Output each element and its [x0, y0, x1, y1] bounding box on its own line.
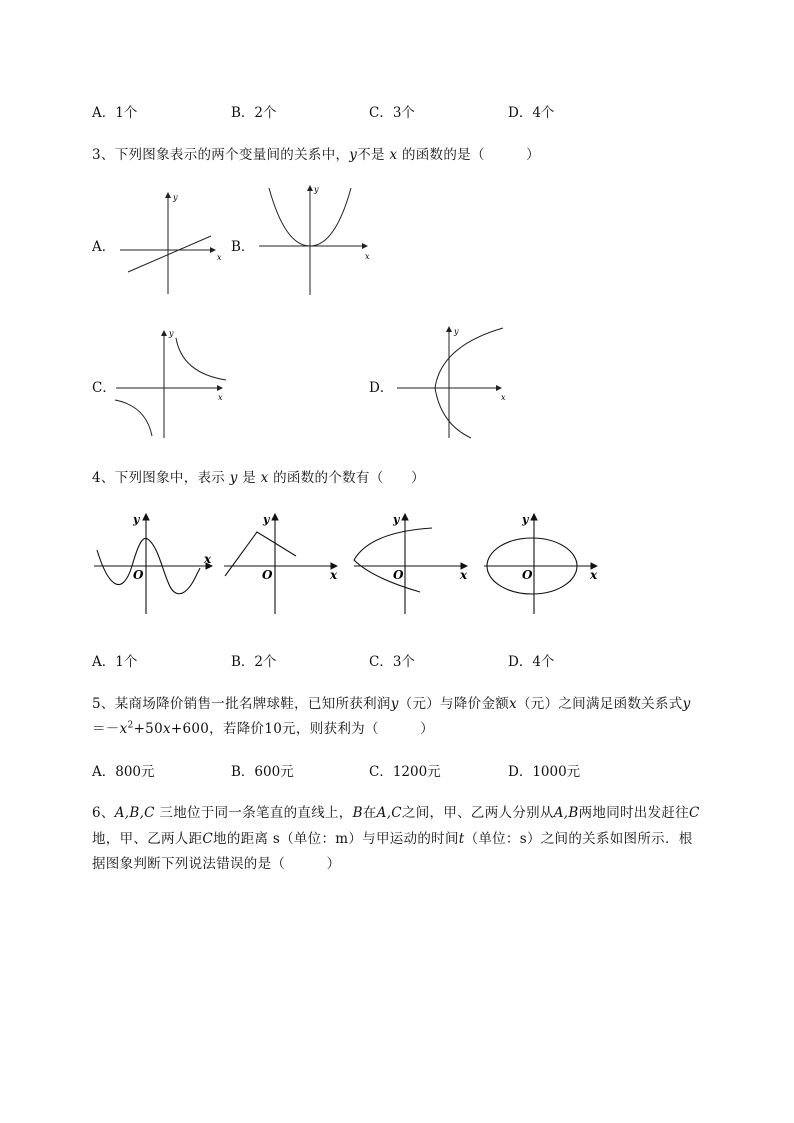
x-axis-label: x [330, 568, 338, 582]
q5-var-x: x [509, 696, 517, 712]
q4-graph-2 [222, 508, 347, 616]
q4-stem-mid: 是 [237, 470, 261, 486]
x-axis-label: x [217, 253, 222, 262]
origin-label: O [522, 568, 533, 582]
q4-option-b: B．2个 [231, 654, 277, 670]
q5-var-x2: x [119, 721, 128, 737]
q5-exponent: 2 [127, 720, 134, 731]
q4-graph-1 [92, 508, 217, 616]
q6-points-ac: A,C [376, 805, 402, 821]
q3-graph-c [112, 328, 232, 440]
q5-var-x3: x [162, 721, 171, 737]
q5-stem-line1 [92, 692, 691, 712]
q6-points-abc: A,B,C [114, 805, 155, 821]
q6-text-b: 三地位于同一条笔直的直线上， [154, 805, 353, 821]
x-axis-label: x [460, 568, 468, 582]
y-axis-label: y [314, 185, 319, 194]
q5-stem-line2 [92, 717, 434, 737]
q5-text-a: 5、某商场降价销售一批名牌球鞋，已知所获利润 [92, 696, 391, 712]
q6-stem-line1 [92, 801, 700, 821]
q3-stem [92, 143, 540, 163]
q3-graph-b [255, 182, 375, 300]
q4-option-c: C．3个 [369, 654, 415, 670]
straight-line-curve [128, 236, 211, 272]
origin-label: O [262, 568, 273, 582]
q3-label-a: A． [92, 239, 116, 255]
q2-option-a: A．1个 [92, 105, 138, 121]
x-axis-label: x [590, 568, 598, 582]
q5-text-e: +50 [133, 721, 163, 737]
y-axis-label: y [393, 513, 400, 526]
q4-var-y: y [229, 470, 238, 486]
q4-option-d: D．4个 [508, 654, 555, 670]
q2-option-b: B．2个 [231, 105, 277, 121]
q5-option-b: B．600元 [231, 764, 294, 780]
y-axis-label: y [454, 327, 459, 336]
q5-text-f: +600，若降价10元，则获利为（ ） [170, 721, 434, 737]
q3-stem-suffix: 的函数的是（ ） [397, 147, 540, 163]
q4-graph-4 [482, 508, 607, 616]
q5-text-d: ＝－ [92, 721, 120, 737]
q3-var-x: x [389, 147, 398, 163]
q4-var-x: x [260, 470, 269, 486]
q6-text-a: 6、 [92, 805, 115, 821]
q3-graph-d [393, 324, 513, 440]
x-axis-label: x [365, 252, 370, 261]
y-axis-label: y [263, 513, 270, 526]
q4-stem [92, 466, 425, 486]
q3-var-y: y [349, 147, 358, 163]
hyperbola-branch-1 [176, 338, 226, 380]
x-axis-label: x [204, 552, 212, 566]
q5-option-d: D．1000元 [508, 764, 581, 780]
q4-stem-prefix: 4、下列图象中，表示 [92, 470, 230, 486]
polyline-curve [225, 532, 296, 576]
q5-option-c: C．1200元 [369, 764, 441, 780]
q5-text-b: （元）与降价金额 [398, 696, 510, 712]
origin-label: O [393, 568, 404, 582]
q3-label-c: C． [92, 380, 116, 396]
q6-points-ab: A,B [553, 805, 579, 821]
q6-text-h: （单位：s）之间的关系如图所示．根 [464, 831, 693, 847]
q4-graph-3 [352, 508, 477, 616]
q3-label-d: D． [369, 380, 394, 396]
q4-stem-suffix: 的函数的个数有（ ） [268, 470, 425, 486]
q6-point-c2: C [202, 831, 214, 847]
q3-stem-prefix: 3、下列图象表示的两个变量间的关系中， [92, 147, 350, 163]
y-axis-label: y [133, 513, 140, 526]
sideways-parabola-curve [354, 528, 432, 592]
q2-option-c: C．3个 [369, 105, 415, 121]
q2-option-d: D．4个 [508, 105, 555, 121]
q6-point-c: C [689, 805, 700, 821]
q6-stem-line2 [92, 827, 693, 847]
q3-stem-mid: 不是 [357, 147, 390, 163]
q3-graph-a [115, 190, 230, 300]
q6-stem-line3: 据图象判断下列说法错误的是（ ） [92, 856, 341, 872]
q6-text-f: 地，甲、乙两人距 [92, 831, 203, 847]
x-axis-label: x [218, 393, 223, 402]
q6-text-c: 在 [362, 805, 377, 821]
q6-text-e: 两地同时出发赶往 [578, 805, 690, 821]
sideways-parabola-curve [435, 328, 503, 438]
q5-option-a: A．800元 [92, 764, 155, 780]
q6-text-g: 地的距离 s（单位：m）与甲运动的时间 [213, 831, 459, 847]
y-axis-label: y [173, 193, 178, 202]
y-axis-label: y [169, 329, 174, 338]
y-axis-label: y [522, 513, 529, 526]
origin-label: O [133, 568, 144, 582]
q5-var-y: y [390, 696, 399, 712]
q5-text-c: （元）之间满足函数关系式 [516, 696, 683, 712]
q3-label-b: B． [231, 239, 255, 255]
hyperbola-branch-2 [115, 400, 152, 436]
q5-var-y2: y [682, 696, 691, 712]
q6-text-d: 之间，甲、乙两人分别从 [401, 805, 554, 821]
q4-option-a: A．1个 [92, 654, 138, 670]
q6-point-b: B [352, 805, 363, 821]
x-axis-label: x [501, 393, 506, 402]
q6-var-t: t [458, 831, 465, 847]
